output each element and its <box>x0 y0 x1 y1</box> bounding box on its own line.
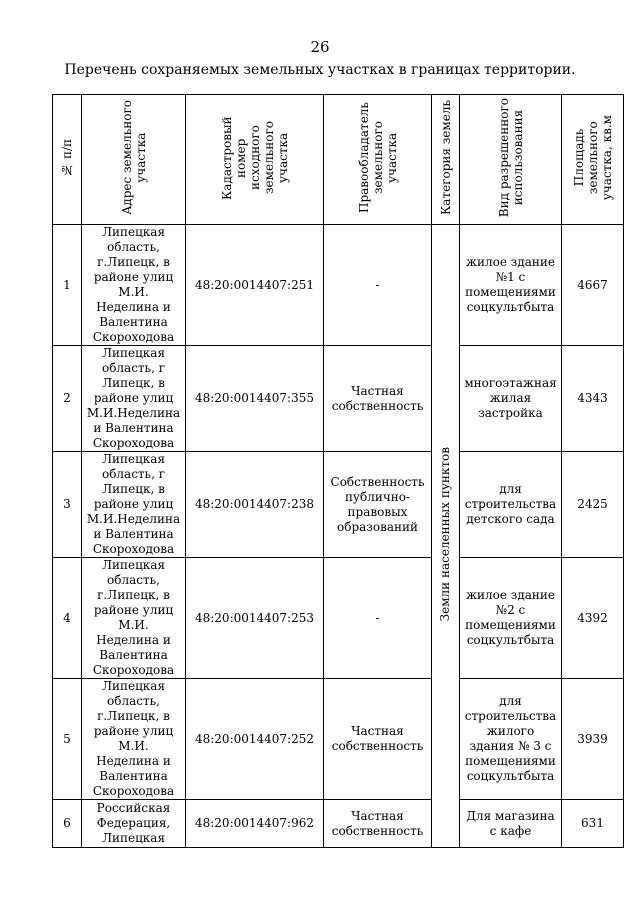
row-use: Для магазина с кафе <box>460 800 562 848</box>
header-address: Адрес земельного участка <box>82 95 186 225</box>
row-cadastral: 48:20:0014407:238 <box>186 452 324 558</box>
land-category-cell <box>432 225 460 848</box>
row-use: жилое здание №2 с помещениями соцкультбыта <box>460 558 562 679</box>
row-use: для строительства жилого здания № 3 с помещениями соцкультбыта <box>460 679 562 800</box>
row-address: Липецкая область, г.Липецк, в районе улиц М.И. Неделина и Валентина Скороходова <box>82 558 186 679</box>
row-owner: Частная собственность <box>324 346 432 452</box>
table-header-row <box>53 95 624 225</box>
table-row <box>53 679 624 800</box>
row-cadastral: 48:20:0014407:355 <box>186 346 324 452</box>
table-row <box>53 452 624 558</box>
row-area: 2425 <box>562 452 624 558</box>
row-cadastral: 48:20:0014407:251 <box>186 225 324 346</box>
row-cadastral: 48:20:0014407:252 <box>186 679 324 800</box>
row-area: 3939 <box>562 679 624 800</box>
header-use: Вид разрешенного использования <box>460 95 562 225</box>
row-address: Липецкая область, г.Липецк, в районе улиц М.И. Неделина и Валентина Скороходова <box>82 225 186 346</box>
table-row <box>53 346 624 452</box>
row-num: 2 <box>53 346 82 452</box>
land-category-value: Земли населенных пунктов <box>438 446 452 622</box>
row-num: 3 <box>53 452 82 558</box>
row-num: 6 <box>53 800 82 848</box>
row-area: 4392 <box>562 558 624 679</box>
header-area: Площадь земельного участка, кв.м <box>562 95 624 225</box>
table-row <box>53 558 624 679</box>
header-category: Категория земель <box>432 95 460 225</box>
header-owner: Правообладатель земельного участка <box>324 95 432 225</box>
row-num: 1 <box>53 225 82 346</box>
row-owner: - <box>324 558 432 679</box>
page-number: 26 <box>310 38 330 56</box>
row-address: Липецкая область, г Липецк, в районе улиц М.И.Неделина и Валентина Скороходова <box>82 452 186 558</box>
row-owner: Собственность публично- правовых образований <box>324 452 432 558</box>
row-area: 4667 <box>562 225 624 346</box>
row-cadastral: 48:20:0014407:962 <box>186 800 324 848</box>
page-title: Перечень сохраняемых земельных участках в границах территории. <box>64 62 576 78</box>
table-row <box>53 225 624 346</box>
row-use: для строительства детского сада <box>460 452 562 558</box>
row-use: жилое здание №1 с помещениями соцкультбыта <box>460 225 562 346</box>
row-address: Липецкая область, г Липецк, в районе улиц М.И.Неделина и Валентина Скороходова <box>82 346 186 452</box>
row-area: 631 <box>562 800 624 848</box>
header-num: № п/п <box>53 95 82 225</box>
row-num: 5 <box>53 679 82 800</box>
row-owner: Частная собственность <box>324 679 432 800</box>
header-cadastral: Кадастровый номер исходного земельного участка <box>186 95 324 225</box>
row-address: Российская Федерация, Липецкая <box>82 800 186 848</box>
row-use: многоэтажная жилая застройка <box>460 346 562 452</box>
row-area: 4343 <box>562 346 624 452</box>
row-owner: - <box>324 225 432 346</box>
row-address: Липецкая область, г.Липецк, в районе улиц М.И. Неделина и Валентина Скороходова <box>82 679 186 800</box>
row-owner: Частная собственность <box>324 800 432 848</box>
table-row <box>53 800 624 848</box>
land-plots-table <box>52 94 624 848</box>
row-cadastral: 48:20:0014407:253 <box>186 558 324 679</box>
row-num: 4 <box>53 558 82 679</box>
